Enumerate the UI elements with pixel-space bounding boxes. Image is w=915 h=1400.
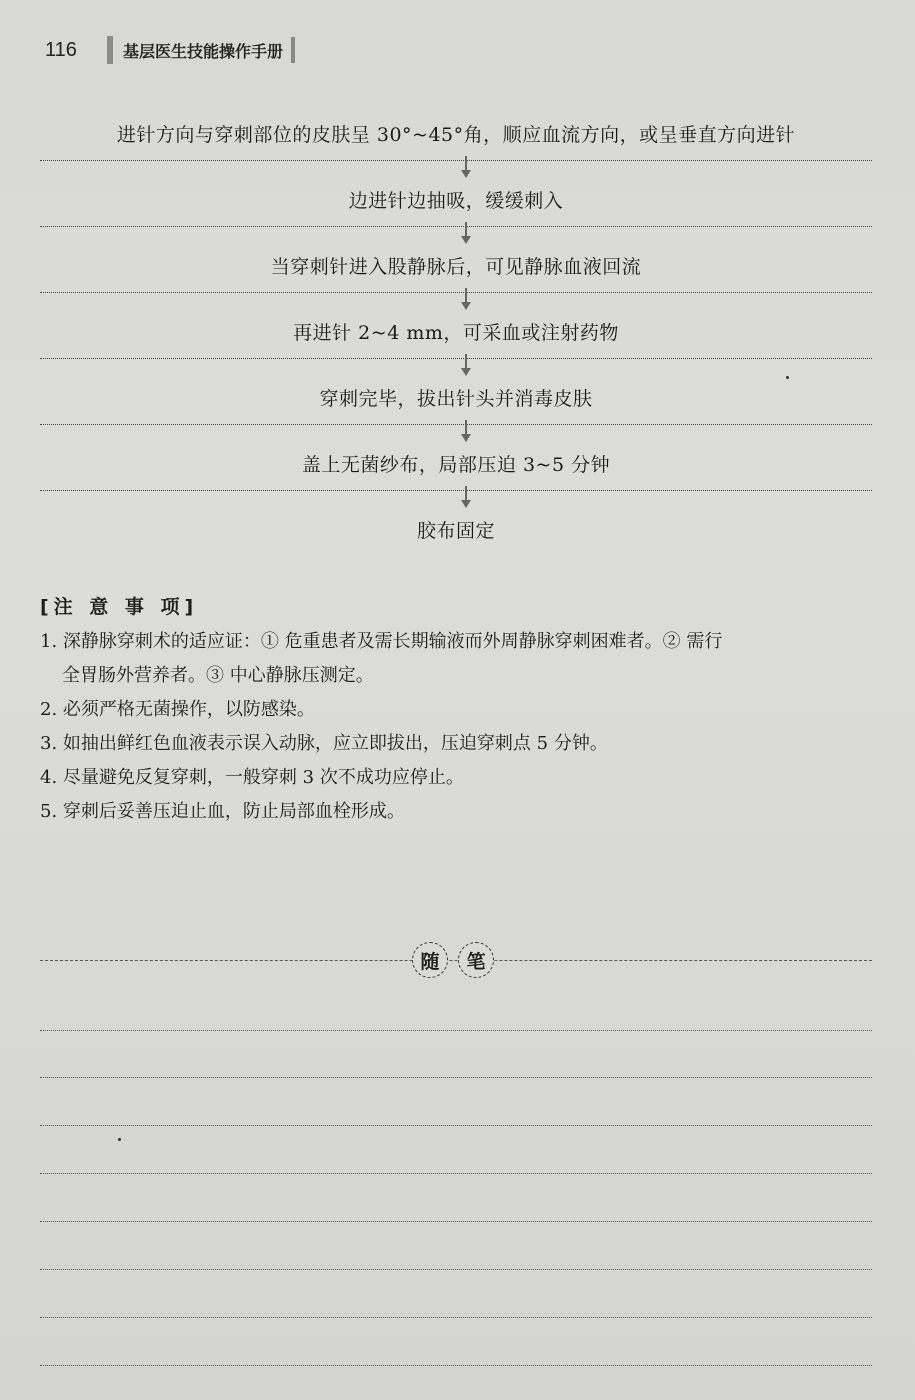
blank-ruled-line[interactable] <box>40 1030 872 1031</box>
flow-step-text: 穿刺完毕，拔出针头并消毒皮肤 <box>319 388 593 410</box>
flow-rule <box>40 424 872 425</box>
blank-ruled-line[interactable] <box>40 1269 872 1270</box>
flow-step-text: 盖上无菌纱布，局部压迫 3~5 分钟 <box>301 454 611 476</box>
book-title: 基层医生技能操作手册 <box>123 41 284 61</box>
down-arrow-icon <box>459 222 473 244</box>
note-item <box>40 761 880 795</box>
notes-area-badge <box>412 942 494 978</box>
circled-char: 随 <box>412 942 448 978</box>
note-text: 尽量避免反复穿刺，一般穿刺 3 次不成功应停止。 <box>62 767 464 788</box>
circled-char: 笔 <box>458 942 494 978</box>
flow-step <box>40 440 872 506</box>
note-number: 3. <box>40 733 58 754</box>
page-number: 116 <box>45 38 77 61</box>
down-arrow-icon <box>459 420 473 442</box>
flow-step-text: 边进针边抽吸，缓缓刺入 <box>348 190 564 212</box>
note-number: 1. <box>40 631 58 652</box>
flow-step-text: 当穿刺针进入股静脉后，可见静脉血液回流 <box>270 256 642 278</box>
flow-step <box>40 506 872 572</box>
blank-ruled-line[interactable] <box>40 1365 872 1366</box>
down-arrow-icon <box>459 288 473 310</box>
note-item <box>40 727 880 761</box>
blank-ruled-line[interactable] <box>40 1077 872 1078</box>
speck <box>118 1138 121 1141</box>
blank-ruled-line[interactable] <box>40 1125 872 1126</box>
flow-rule <box>40 292 872 293</box>
note-text: 如抽出鲜红色血液表示误入动脉，应立即拔出，压迫穿刺点 5 分钟。 <box>62 733 608 754</box>
note-text: 穿刺后妥善压迫止血，防止局部血栓形成。 <box>62 801 405 822</box>
note-number: 2. <box>40 699 58 720</box>
note-text: 全胃肠外营养者。③ 中心静脉压测定。 <box>62 665 374 686</box>
note-text: 必须严格无菌操作，以防感染。 <box>62 699 315 720</box>
flow-step-text: 胶布固定 <box>416 520 495 542</box>
note-item-continued <box>40 659 880 693</box>
section-heading: [注 意 事 项] <box>40 596 199 618</box>
flow-step <box>40 242 872 308</box>
header-divider-right <box>291 37 295 63</box>
flow-rule <box>40 226 872 227</box>
header-divider <box>107 36 113 64</box>
down-arrow-icon <box>459 486 473 508</box>
flow-step-text: 进针方向与穿刺部位的皮肤呈 30°~45°角，顺应血流方向，或呈垂直方向进针 <box>116 124 796 146</box>
procedure-flowchart <box>40 110 872 572</box>
flow-step <box>40 110 872 176</box>
page-header <box>45 30 295 70</box>
speck <box>786 376 789 379</box>
flow-rule <box>40 160 872 161</box>
down-arrow-icon <box>459 156 473 178</box>
down-arrow-icon <box>459 354 473 376</box>
notes-area-header <box>40 942 872 982</box>
note-number: 5. <box>40 801 58 822</box>
flow-step <box>40 176 872 242</box>
flow-step <box>40 308 872 374</box>
blank-ruled-line[interactable] <box>40 1221 872 1222</box>
note-item <box>40 693 880 727</box>
flow-step <box>40 374 872 440</box>
blank-ruled-line[interactable] <box>40 1173 872 1174</box>
flow-step-text: 再进针 2~4 mm，可采血或注射药物 <box>293 322 619 344</box>
note-text: 深静脉穿刺术的适应证：① 危重患者及需长期输液而外周静脉穿刺困难者。② 需行 <box>62 631 723 652</box>
flow-rule <box>40 490 872 491</box>
precautions-section <box>40 592 880 829</box>
note-item <box>40 795 880 829</box>
flow-rule <box>40 358 872 359</box>
note-number: 4. <box>40 767 58 788</box>
note-item <box>40 625 880 659</box>
blank-ruled-line[interactable] <box>40 1317 872 1318</box>
